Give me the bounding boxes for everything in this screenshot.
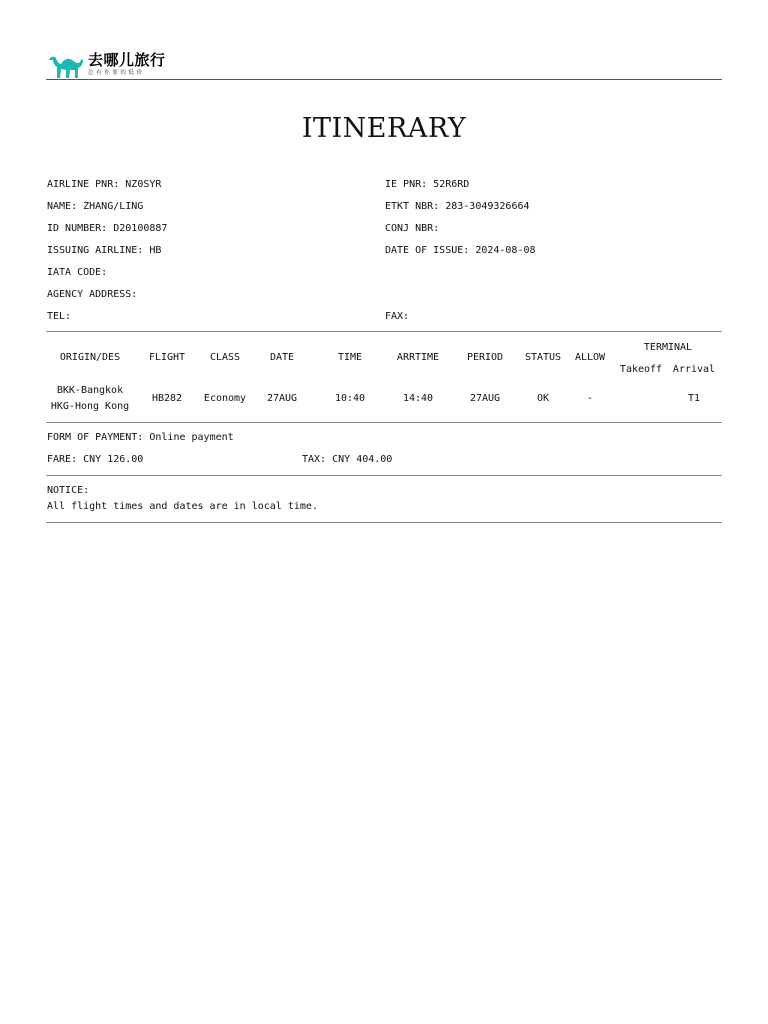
header-class: CLASS <box>209 352 241 363</box>
cell-period: 27AUG <box>469 393 501 404</box>
brand-name: 去哪儿旅行 <box>88 51 166 69</box>
fare-field: FARE: CNY 126.00 <box>47 454 144 465</box>
notice-label: NOTICE: <box>47 485 90 496</box>
header-terminal: TERMINAL <box>643 342 693 353</box>
header-date: DATE <box>269 352 295 363</box>
ie-pnr-field: IE PNR: 52R6RD <box>385 179 470 190</box>
airline-pnr-field: AIRLINE PNR: NZ0SYR <box>47 179 162 190</box>
header-flight: FLIGHT <box>148 352 186 363</box>
header-takeoff: Takeoff <box>619 364 663 375</box>
header-period: PERIOD <box>466 352 504 363</box>
table-bottom-divider <box>46 422 722 423</box>
payment-divider <box>46 475 722 476</box>
cell-time: 10:40 <box>334 393 366 404</box>
header-arrtime: ARRTIME <box>396 352 440 363</box>
form-of-payment-field: FORM OF PAYMENT: Online payment <box>47 432 234 443</box>
cell-origin: BKK-Bangkok <box>56 385 124 396</box>
cell-arrival-terminal: T1 <box>687 393 701 404</box>
header-allow: ALLOW <box>574 352 606 363</box>
tax-field: TAX: CNY 404.00 <box>302 454 393 465</box>
cell-date: 27AUG <box>266 393 298 404</box>
notice-divider <box>46 522 722 523</box>
cell-destination: HKG-Hong Kong <box>50 401 130 412</box>
header-origin-des: ORIGIN/DES <box>59 352 121 363</box>
header-time: TIME <box>337 352 363 363</box>
camel-icon <box>48 52 84 80</box>
cell-allow: - <box>586 393 594 404</box>
cell-class: Economy <box>203 393 247 404</box>
conj-nbr-field: CONJ NBR: <box>385 223 446 234</box>
id-number-field: ID NUMBER: D20100887 <box>47 223 168 234</box>
cell-arrtime: 14:40 <box>402 393 434 404</box>
header-status: STATUS <box>524 352 562 363</box>
fax-field: FAX: <box>385 311 416 322</box>
passenger-name-field: NAME: ZHANG/LING <box>47 201 144 212</box>
cell-flight: HB282 <box>151 393 183 404</box>
iata-code-field: IATA CODE: <box>47 267 114 278</box>
header-arrival: Arrival <box>672 364 716 375</box>
document-title: ITINERARY <box>301 113 467 144</box>
agency-address-field: AGENCY ADDRESS: <box>47 289 144 300</box>
tel-field: TEL: <box>47 311 78 322</box>
date-of-issue-field: DATE OF ISSUE: 2024-08-08 <box>385 245 536 256</box>
notice-text: All flight times and dates are in local time. <box>47 501 318 512</box>
brand-logo <box>48 52 166 82</box>
etkt-nbr-field: ETKT NBR: 283-3049326664 <box>385 201 530 212</box>
header-divider <box>46 79 722 80</box>
cell-status: OK <box>536 393 550 404</box>
cell-origin-destination <box>51 383 129 415</box>
brand-slogan: 总有你要的低价 <box>88 70 145 76</box>
issuing-airline-field: ISSUING AIRLINE: HB <box>47 245 162 256</box>
table-top-divider <box>46 331 722 332</box>
